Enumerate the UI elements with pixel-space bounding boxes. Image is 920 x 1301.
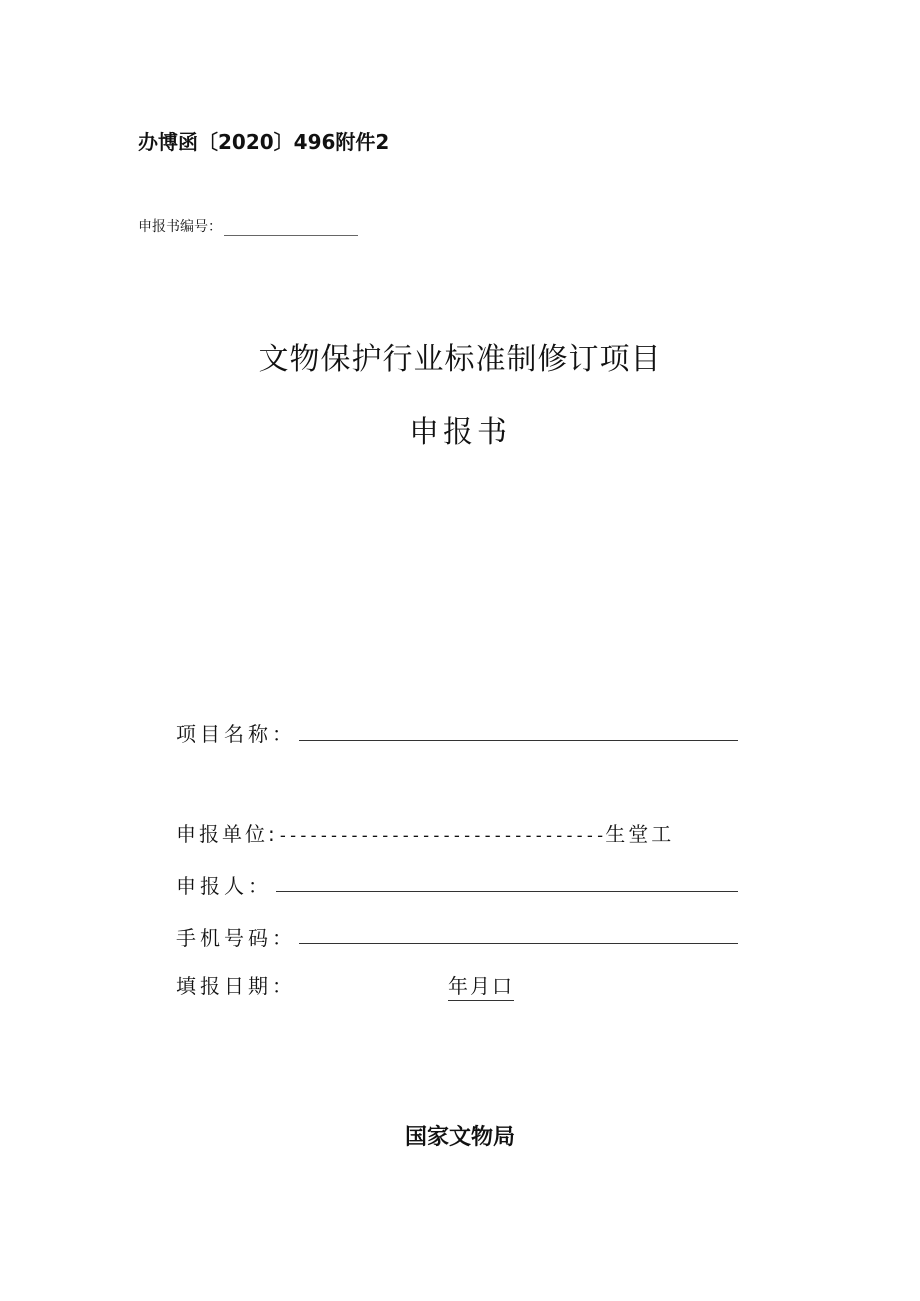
serial-number-row — [138, 216, 358, 236]
applicant-unit-row — [176, 818, 674, 847]
serial-number-blank[interactable] — [224, 221, 358, 236]
applicant-blank[interactable] — [276, 891, 738, 892]
project-name-label: 项目名称： — [176, 722, 296, 746]
applicant-unit-label: 申报单位: — [176, 822, 278, 846]
serial-number-label: 申报书编号： — [138, 219, 222, 235]
applicant-unit-suffix: 生堂工 — [605, 822, 675, 846]
fill-date-label: 填报日期： — [176, 974, 296, 998]
document-reference: 办博函〔2020〕496附件2 — [138, 130, 390, 154]
document-title: 文物保护行业标准制修订项目 — [258, 342, 662, 377]
applicant-label: 申报人： — [176, 874, 272, 898]
phone-number-label: 手机号码： — [176, 926, 296, 950]
applicant-unit-dashes[interactable]: -------------------------------- — [277, 826, 606, 846]
issuing-authority: 国家文物局 — [404, 1125, 515, 1150]
fill-date-value[interactable]: 年月口 — [448, 970, 514, 1001]
project-name-blank[interactable] — [299, 740, 738, 741]
document-subtitle: 申报书 — [409, 415, 511, 450]
phone-number-blank[interactable] — [299, 943, 738, 944]
